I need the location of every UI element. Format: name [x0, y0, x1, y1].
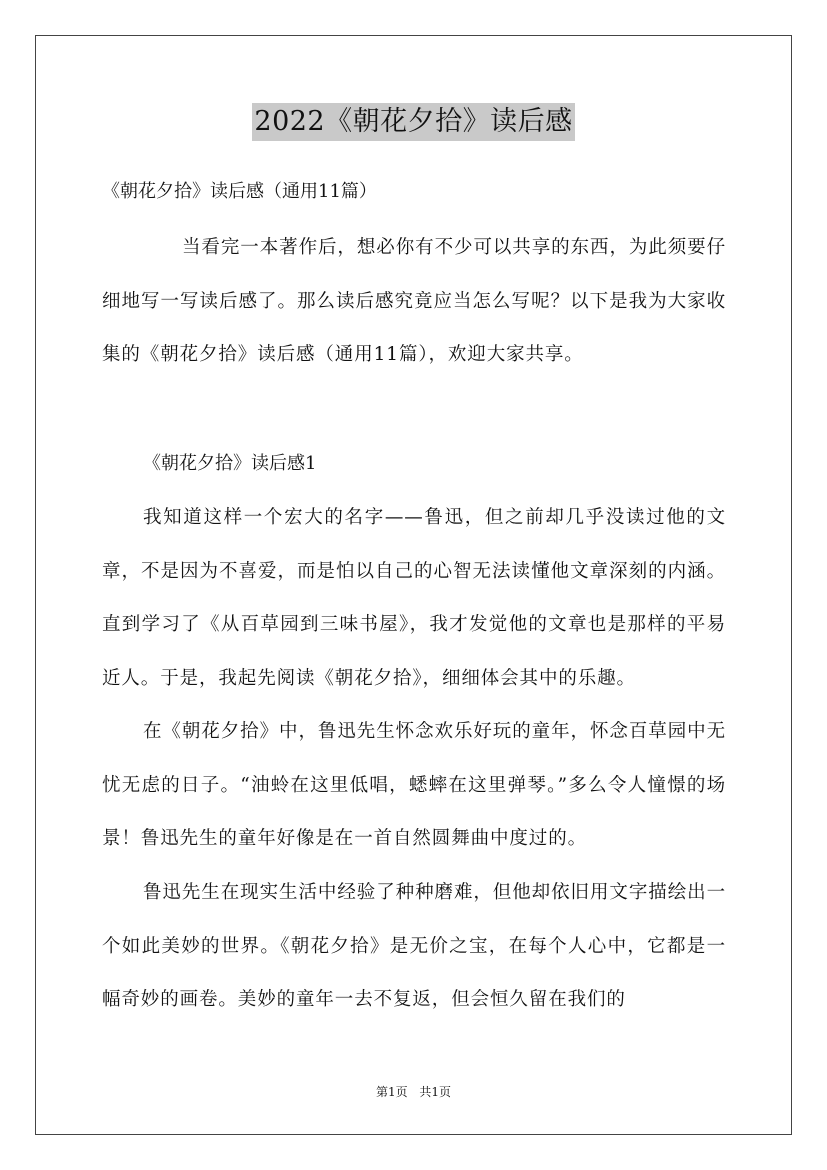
title-container	[0, 103, 827, 141]
document-subtitle: 《朝花夕拾》读后感（通用11篇）	[102, 181, 377, 202]
body-paragraph-3: 鲁迅先生在现实生活中经验了种种磨难，但他却依旧用文字描绘出一个如此美妙的世界。《朝花夕拾》是无价之宝，在每个人心中，它都是一幅奇妙的画卷。美妙的童年一去不复返，但会恒久留在我们的	[102, 882, 726, 1010]
section-heading: 《朝花夕拾》读后感1	[143, 453, 317, 474]
page-total: 共1页	[419, 1085, 452, 1099]
intro-paragraph: 当看完一本著作后，想必你有不少可以共享的东西，为此须要仔细地写一写读后感了。那么读后感究竟应当怎么写呢？以下是我为大家收集的《朝花夕拾》读后感（通用11篇），欢迎大家共享。	[102, 237, 726, 365]
body-paragraph-2: 在《朝花夕拾》中，鲁迅先生怀念欢乐好玩的童年，怀念百草园中无忧无虑的日子。“油蛉在这里低唱，蟋蟀在这里弹琴。”多么令人憧憬的场景！鲁迅先生的童年好像是在一首自然圆舞曲中度过的。	[102, 721, 726, 849]
page-number: 第1页	[375, 1085, 408, 1099]
document-title: 2022《朝花夕拾》读后感	[252, 103, 574, 141]
page-footer	[0, 1083, 827, 1100]
body-paragraph-1: 我知道这样一个宏大的名字——鲁迅，但之前却几乎没读过他的文章，不是因为不喜爱，而是怕以自己的心智无法读懂他文章深刻的内涵。直到学习了《从百草园到三味书屋》，我才发觉他的文章也是那样的平易近人。于是，我起先阅读《朝花夕拾》，细细体会其中的乐趣。	[102, 507, 726, 689]
